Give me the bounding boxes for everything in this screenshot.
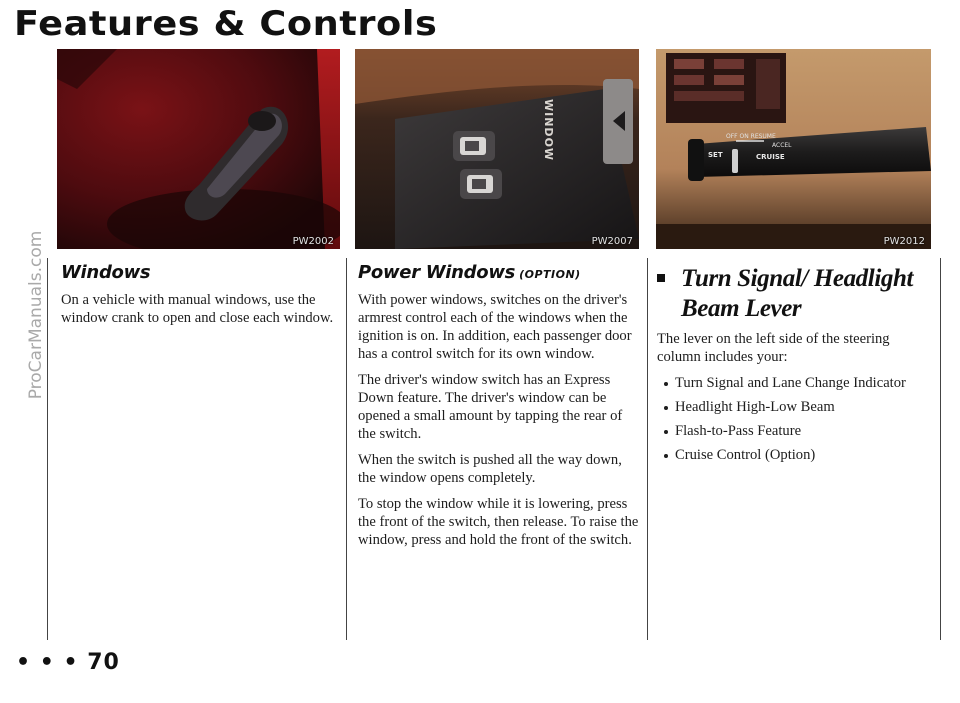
option-label: (OPTION): [519, 268, 581, 281]
turn-signal-section: [657, 262, 931, 470]
window-crank-photo: [57, 49, 340, 249]
window-switch-label: WINDOW: [542, 99, 555, 162]
lever-top-label: OFF ON RESUME: [726, 133, 776, 140]
window-crank-illustration: [57, 49, 340, 249]
turn-signal-lever-photo: [656, 49, 931, 249]
power-windows-paragraph: To stop the window while it is lowering, press the front of the switch, then release. To raise the window, press and hold the front of the switch.: [358, 496, 639, 548]
section-bullet: [657, 274, 665, 282]
page-title: Features & Controls: [14, 4, 438, 44]
bullet-dot: [664, 454, 668, 458]
bullet-dot: [664, 406, 668, 410]
list-item: Flash-to-Pass Feature: [657, 422, 931, 440]
power-windows-heading: [358, 262, 640, 283]
bullet-dot: [664, 382, 668, 386]
page-number-dots: • • •: [16, 650, 79, 675]
turn-signal-lever-illustration: [656, 49, 931, 249]
power-windows-paragraph: When the switch is pushed all the way down, the window opens completely.: [358, 452, 622, 486]
column-divider: [47, 258, 48, 640]
page-number-value: 70: [87, 650, 120, 675]
turn-signal-heading: [657, 264, 931, 324]
lever-feature-list: [657, 374, 931, 464]
photo-code: PW2002: [292, 236, 334, 247]
photo-code: PW2007: [591, 236, 633, 247]
list-item: Cruise Control (Option): [657, 446, 931, 464]
lever-cruise-label: CRUISE: [756, 153, 785, 161]
column-divider: [940, 258, 941, 640]
windows-body: On a vehicle with manual windows, use the window crank to open and close each window.: [61, 292, 334, 326]
lever-accel-label: ACCEL: [772, 142, 792, 149]
column-divider: [346, 258, 347, 640]
page-number: [16, 650, 120, 675]
windows-section: [61, 262, 341, 335]
lever-set-label: SET: [708, 151, 723, 159]
power-window-switch-illustration: [355, 49, 639, 249]
power-window-switch-photo: [355, 49, 639, 249]
bullet-dot: [664, 430, 668, 434]
side-watermark: [22, 150, 50, 480]
photo-code: PW2012: [883, 236, 925, 247]
list-item: Turn Signal and Lane Change Indicator: [657, 374, 931, 392]
watermark-text: ProCarManuals.com: [26, 230, 46, 400]
power-windows-title: Power Windows: [358, 262, 516, 283]
power-windows-paragraph: The driver's window switch has an Express Down feature. The driver's window can be opened a small amount by tapping the rear of the switch.: [358, 372, 623, 442]
windows-heading: Windows: [61, 262, 151, 283]
list-item: Headlight High-Low Beam: [657, 398, 931, 416]
power-windows-section: [358, 262, 640, 557]
turn-signal-heading-line2: Beam Lever: [681, 295, 802, 322]
column-divider: [647, 258, 648, 640]
power-windows-paragraph: With power windows, switches on the driver's armrest control each of the windows when the ignition is on. In addition, each passenger door has a control switch for its own window.: [358, 292, 632, 362]
turn-signal-heading-line1: Turn Signal/ Headlight: [681, 265, 914, 292]
turn-signal-intro: The lever on the left side of the steering column includes your:: [657, 331, 890, 365]
